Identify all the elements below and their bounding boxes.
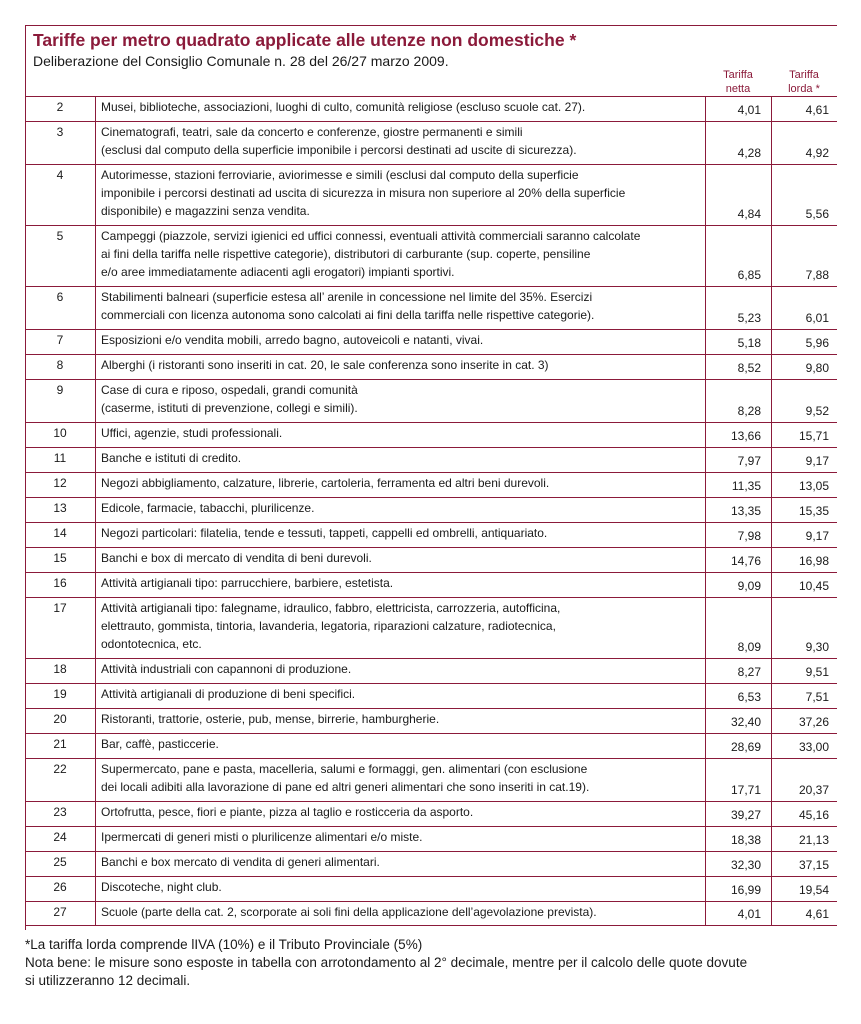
tariffa-netta-value: 18,38 bbox=[705, 827, 765, 851]
tariffa-netta-value: 6,85 bbox=[705, 226, 765, 286]
table-row bbox=[25, 164, 837, 225]
table-row bbox=[25, 547, 837, 572]
category-description: Ortofrutta, pesce, fiori e piante, pizza al taglio e rosticceria da asporto. bbox=[95, 802, 703, 826]
tariffa-netta-value: 4,01 bbox=[705, 902, 765, 925]
tariffa-lorda-value: 10,45 bbox=[771, 573, 837, 597]
tariffa-lorda-value: 9,80 bbox=[771, 355, 837, 379]
top-rule bbox=[25, 25, 837, 26]
table-row bbox=[25, 121, 837, 164]
category-number: 11 bbox=[53, 451, 67, 465]
table-row bbox=[25, 447, 837, 472]
tariffa-netta-value: 4,01 bbox=[705, 97, 765, 121]
tariffa-lorda-value: 37,15 bbox=[771, 852, 837, 876]
tariffa-netta-value: 16,99 bbox=[705, 877, 765, 901]
category-description: Attività artigianali tipo: falegname, idraulico, fabbro, elettricista, carrozzeria, autofficina, elettrauto, gommista, tintoria, lavanderia, legatoria, riparazioni calzature, radiotecnica, odontotecnica, etc. bbox=[95, 598, 703, 658]
table-row bbox=[25, 683, 837, 708]
tariffa-lorda-value: 16,98 bbox=[771, 548, 837, 572]
table-row bbox=[25, 733, 837, 758]
category-description: Attività artigianali tipo: parrucchiere, barbiere, estetista. bbox=[95, 573, 703, 597]
category-number: 13 bbox=[53, 501, 67, 515]
tariffa-lorda-value: 4,61 bbox=[771, 97, 837, 121]
tariffa-lorda-value: 19,54 bbox=[771, 877, 837, 901]
tariffa-lorda-value: 33,00 bbox=[771, 734, 837, 758]
tariffa-netta-value: 13,35 bbox=[705, 498, 765, 522]
table-row bbox=[25, 708, 837, 733]
category-description: Campeggi (piazzole, servizi igienici ed uffici connessi, eventuali attività commerciali saranno calcolate ai fini della tariffa nelle rispettive categorie), distributori di carburante (sup. coperte, pensiline e/o aree immediatamente adiacenti agli erogatori) impianti sportivi. bbox=[95, 226, 703, 286]
tariff-table bbox=[25, 96, 837, 926]
tariffa-lorda-value: 4,61 bbox=[771, 902, 837, 925]
category-number: 15 bbox=[53, 551, 67, 565]
category-number: 25 bbox=[53, 855, 67, 869]
category-description: Stabilimenti balneari (superficie estesa all’ arenile in concessione nel limite del 35%. Esercizi commerciali con licenza autonoma sono calcolati ai fini della tariffa nelle rispettive categorie). bbox=[95, 287, 703, 329]
table-row bbox=[25, 225, 837, 286]
category-description: Supermercato, pane e pasta, macelleria, salumi e formaggi, gen. alimentari (con esclusione dei locali adibiti alla lavorazione di pane ed altri generi alimentari che sono inseriti in cat.19). bbox=[95, 759, 703, 801]
tariffa-lorda-value: 5,96 bbox=[771, 330, 837, 354]
category-number: 9 bbox=[56, 383, 64, 397]
category-number: 14 bbox=[53, 526, 67, 540]
tariffa-lorda-value: 21,13 bbox=[771, 827, 837, 851]
tariffa-netta-value: 28,69 bbox=[705, 734, 765, 758]
tariffa-netta-value: 7,97 bbox=[705, 448, 765, 472]
column-header-lorda: Tariffa lorda * bbox=[788, 69, 820, 95]
table-row bbox=[25, 572, 837, 597]
category-description: Banchi e box di mercato di vendita di beni durevoli. bbox=[95, 548, 703, 572]
table-row bbox=[25, 422, 837, 447]
category-number: 6 bbox=[56, 290, 64, 304]
category-description: Attività industriali con capannoni di produzione. bbox=[95, 659, 703, 683]
category-number: 17 bbox=[53, 601, 67, 615]
tariffa-lorda-value: 5,56 bbox=[771, 165, 837, 225]
tariffa-netta-value: 4,84 bbox=[705, 165, 765, 225]
footnote-tax: *La tariffa lorda comprende lIVA (10%) e il Tributo Provinciale (5%) bbox=[25, 937, 423, 952]
table-row bbox=[25, 801, 837, 826]
tariffa-lorda-value: 7,51 bbox=[771, 684, 837, 708]
table-row bbox=[25, 522, 837, 547]
tariffa-netta-value: 8,09 bbox=[705, 598, 765, 658]
category-number: 16 bbox=[53, 576, 67, 590]
page-title: Tariffe per metro quadrato applicate alle utenze non domestiche * bbox=[33, 30, 577, 50]
tariffa-netta-value: 32,40 bbox=[705, 709, 765, 733]
category-number: 23 bbox=[53, 805, 67, 819]
category-number: 26 bbox=[53, 880, 67, 894]
table-row bbox=[25, 597, 837, 658]
table-row bbox=[25, 826, 837, 851]
tariffa-lorda-value: 7,88 bbox=[771, 226, 837, 286]
category-description: Case di cura e riposo, ospedali, grandi comunità (caserme, istituti di prevenzione, collegi e simili). bbox=[95, 380, 703, 422]
category-description: Banchi e box mercato di vendita di generi alimentari. bbox=[95, 852, 703, 876]
tariffa-lorda-value: 15,71 bbox=[771, 423, 837, 447]
table-row bbox=[25, 658, 837, 683]
category-description: Negozi particolari: filatelia, tende e tessuti, tappeti, cappelli ed ombrelli, antiquariato. bbox=[95, 523, 703, 547]
category-number: 27 bbox=[53, 905, 67, 919]
table-row bbox=[25, 497, 837, 522]
footnotes bbox=[25, 936, 837, 990]
tariffa-netta-value: 8,52 bbox=[705, 355, 765, 379]
category-number: 2 bbox=[56, 100, 64, 114]
tariffa-lorda-value: 9,52 bbox=[771, 380, 837, 422]
table-row bbox=[25, 379, 837, 422]
tariffa-lorda-value: 13,05 bbox=[771, 473, 837, 497]
category-description: Ristoranti, trattorie, osterie, pub, mense, birrerie, hamburgherie. bbox=[95, 709, 703, 733]
category-description: Attività artigianali di produzione di beni specifici. bbox=[95, 684, 703, 708]
category-description: Edicole, farmacie, tabacchi, plurilicenze. bbox=[95, 498, 703, 522]
category-number: 4 bbox=[56, 168, 64, 182]
tariffa-netta-value: 4,28 bbox=[705, 122, 765, 164]
category-number: 5 bbox=[56, 229, 64, 243]
category-number: 22 bbox=[53, 762, 67, 776]
tariffa-lorda-value: 4,92 bbox=[771, 122, 837, 164]
category-number: 19 bbox=[53, 687, 67, 701]
table-row bbox=[25, 901, 837, 926]
category-description: Alberghi (i ristoranti sono inseriti in cat. 20, le sale conferenza sono inserite in cat. 3) bbox=[95, 355, 703, 379]
column-header-netta: Tariffa netta bbox=[723, 69, 753, 95]
tariffa-netta-value: 6,53 bbox=[705, 684, 765, 708]
category-description: Ipermercati di generi misti o plurilicenze alimentari e/o miste. bbox=[95, 827, 703, 851]
category-description: Uffici, agenzie, studi professionali. bbox=[95, 423, 703, 447]
table-row bbox=[25, 329, 837, 354]
category-number: 18 bbox=[53, 662, 67, 676]
table-row bbox=[25, 758, 837, 801]
table-row bbox=[25, 354, 837, 379]
tariffa-netta-value: 8,28 bbox=[705, 380, 765, 422]
tariffa-netta-value: 9,09 bbox=[705, 573, 765, 597]
tariffa-lorda-value: 45,16 bbox=[771, 802, 837, 826]
category-description: Discoteche, night club. bbox=[95, 877, 703, 901]
tariffa-netta-value: 32,30 bbox=[705, 852, 765, 876]
tariffa-netta-value: 11,35 bbox=[705, 473, 765, 497]
category-description: Negozi abbigliamento, calzature, librerie, cartoleria, ferramenta ed altri beni durevoli. bbox=[95, 473, 703, 497]
tariffa-lorda-value: 15,35 bbox=[771, 498, 837, 522]
category-number: 20 bbox=[53, 712, 67, 726]
table-row bbox=[25, 472, 837, 497]
footnote-rounding: Nota bene: le misure sono esposte in tabella con arrotondamento al 2° decimale, mentre per il calcolo delle quote dovute si utilizzeranno 12 decimali. bbox=[25, 955, 748, 988]
tariffa-lorda-value: 37,26 bbox=[771, 709, 837, 733]
tariffa-netta-value: 5,18 bbox=[705, 330, 765, 354]
tariffa-lorda-value: 20,37 bbox=[771, 759, 837, 801]
category-description: Scuole (parte della cat. 2, scorporate ai soli fini della applicazione dell’agevolazione prevista). bbox=[95, 902, 703, 925]
category-number: 8 bbox=[56, 358, 64, 372]
page-subtitle: Deliberazione del Consiglio Comunale n. 28 del 26/27 marzo 2009. bbox=[33, 53, 449, 69]
tariffa-lorda-value: 6,01 bbox=[771, 287, 837, 329]
tariffa-lorda-value: 9,51 bbox=[771, 659, 837, 683]
category-number: 21 bbox=[53, 737, 67, 751]
tariffa-netta-value: 14,76 bbox=[705, 548, 765, 572]
table-row bbox=[25, 851, 837, 876]
table-row bbox=[25, 876, 837, 901]
category-description: Cinematografi, teatri, sale da concerto e conferenze, giostre permanenti e simili (esclusi dal computo della superficie imponibile i percorsi destinati ad uscite di sicurezza). bbox=[95, 122, 703, 164]
category-number: 7 bbox=[56, 333, 64, 347]
category-number: 10 bbox=[53, 426, 67, 440]
tariffa-netta-value: 39,27 bbox=[705, 802, 765, 826]
category-description: Bar, caffè, pasticcerie. bbox=[95, 734, 703, 758]
tariffa-netta-value: 13,66 bbox=[705, 423, 765, 447]
category-number: 24 bbox=[53, 830, 67, 844]
tariffa-netta-value: 8,27 bbox=[705, 659, 765, 683]
category-description: Banche e istituti di credito. bbox=[95, 448, 703, 472]
table-row bbox=[25, 96, 837, 121]
tariffa-netta-value: 7,98 bbox=[705, 523, 765, 547]
category-description: Esposizioni e/o vendita mobili, arredo bagno, autoveicoli e natanti, vivai. bbox=[95, 330, 703, 354]
category-number: 12 bbox=[53, 476, 67, 490]
tariffa-netta-value: 17,71 bbox=[705, 759, 765, 801]
category-number: 3 bbox=[56, 125, 64, 139]
category-description: Autorimesse, stazioni ferroviarie, aviorimesse e simili (esclusi dal computo della superficie imponibile i percorsi destinati ad uscita di sicurezza in misura non superiore al 20% della superficie disponibile) e magazzini senza vendita. bbox=[95, 165, 703, 225]
tariffa-lorda-value: 9,17 bbox=[771, 523, 837, 547]
tariffa-netta-value: 5,23 bbox=[705, 287, 765, 329]
tariffa-lorda-value: 9,30 bbox=[771, 598, 837, 658]
category-description: Musei, biblioteche, associazioni, luoghi di culto, comunità religiose (escluso scuole cat. 27). bbox=[95, 97, 703, 121]
table-row bbox=[25, 286, 837, 329]
tariffa-lorda-value: 9,17 bbox=[771, 448, 837, 472]
